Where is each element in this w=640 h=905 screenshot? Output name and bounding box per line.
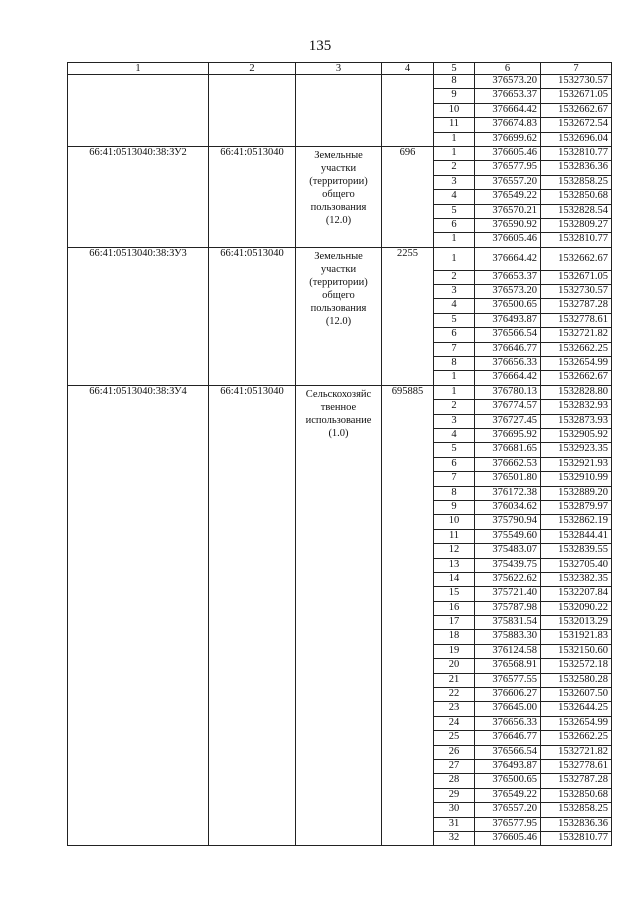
- x-coordinate: 376605.46: [475, 831, 541, 845]
- y-coordinate: 1532839.55: [541, 544, 612, 558]
- point-number: 10: [434, 515, 475, 529]
- y-coordinate: 1532879.97: [541, 500, 612, 514]
- x-coordinate: 376570.21: [475, 204, 541, 218]
- y-coordinate: 1532090.22: [541, 601, 612, 615]
- x-coordinate: 376557.20: [475, 175, 541, 189]
- x-coordinate: 376557.20: [475, 803, 541, 817]
- column-header: 7: [541, 63, 612, 75]
- x-coordinate: 375483.07: [475, 544, 541, 558]
- point-number: 11: [434, 529, 475, 543]
- point-number: 7: [434, 342, 475, 356]
- point-number: 6: [434, 218, 475, 232]
- point-number: 9: [434, 89, 475, 103]
- x-coordinate: 376727.45: [475, 414, 541, 428]
- y-coordinate: 1532873.93: [541, 414, 612, 428]
- point-number: 2: [434, 270, 475, 284]
- cadastral-quarter: 66:41:0513040: [209, 247, 296, 385]
- x-coordinate: 376501.80: [475, 472, 541, 486]
- x-coordinate: 376774.57: [475, 400, 541, 414]
- y-coordinate: 1532730.57: [541, 285, 612, 299]
- x-coordinate: 375549.60: [475, 529, 541, 543]
- x-coordinate: 376034.62: [475, 500, 541, 514]
- permitted-use-line: использование: [305, 414, 372, 426]
- table-row: [68, 385, 612, 399]
- area: 2255: [382, 247, 434, 385]
- point-number: 32: [434, 831, 475, 845]
- y-coordinate: 1532644.25: [541, 702, 612, 716]
- y-coordinate: 1532696.04: [541, 132, 612, 146]
- point-number: 10: [434, 103, 475, 117]
- y-coordinate: 1532832.93: [541, 400, 612, 414]
- y-coordinate: 1532923.35: [541, 443, 612, 457]
- column-header: 6: [475, 63, 541, 75]
- x-coordinate: 376780.13: [475, 385, 541, 399]
- x-coordinate: 376500.65: [475, 299, 541, 313]
- point-number: 24: [434, 716, 475, 730]
- x-coordinate: 376681.65: [475, 443, 541, 457]
- page-number: 135: [308, 38, 332, 54]
- x-coordinate: 376577.55: [475, 673, 541, 687]
- point-number: 12: [434, 544, 475, 558]
- y-coordinate: 1532787.28: [541, 774, 612, 788]
- y-coordinate: 1532921.93: [541, 457, 612, 471]
- x-coordinate: 376549.22: [475, 190, 541, 204]
- point-number: 5: [434, 443, 475, 457]
- y-coordinate: 1532858.25: [541, 175, 612, 189]
- y-coordinate: 1532150.60: [541, 644, 612, 658]
- point-number: 2: [434, 400, 475, 414]
- column-header: 1: [68, 63, 209, 75]
- permitted-use-line: твенное: [320, 401, 357, 413]
- x-coordinate: 375622.62: [475, 572, 541, 586]
- point-number: 3: [434, 285, 475, 299]
- permitted-use: [296, 385, 382, 846]
- point-number: 9: [434, 500, 475, 514]
- x-coordinate: 376645.00: [475, 702, 541, 716]
- y-coordinate: 1532662.67: [541, 371, 612, 385]
- point-number: 1: [434, 371, 475, 385]
- point-number: 26: [434, 745, 475, 759]
- x-coordinate: 375790.94: [475, 515, 541, 529]
- point-number: 1: [434, 247, 475, 270]
- blank-cell: [68, 75, 209, 147]
- x-coordinate: 375787.98: [475, 601, 541, 615]
- point-number: 19: [434, 644, 475, 658]
- blank-cell: [296, 75, 382, 147]
- point-number: 8: [434, 486, 475, 500]
- x-coordinate: 376573.20: [475, 285, 541, 299]
- y-coordinate: 1532654.99: [541, 716, 612, 730]
- y-coordinate: 1532705.40: [541, 558, 612, 572]
- y-coordinate: 1532778.61: [541, 759, 612, 773]
- point-number: 28: [434, 774, 475, 788]
- x-coordinate: 376566.54: [475, 328, 541, 342]
- point-number: 16: [434, 601, 475, 615]
- point-number: 1: [434, 146, 475, 160]
- point-number: 6: [434, 328, 475, 342]
- x-coordinate: 376549.22: [475, 788, 541, 802]
- y-coordinate: 1532572.18: [541, 659, 612, 673]
- table-row: [68, 247, 612, 270]
- point-number: 4: [434, 428, 475, 442]
- x-coordinate: 375831.54: [475, 616, 541, 630]
- y-coordinate: 1532809.27: [541, 218, 612, 232]
- x-coordinate: 376590.92: [475, 218, 541, 232]
- blank-cell: [209, 75, 296, 147]
- point-number: 3: [434, 414, 475, 428]
- y-coordinate: 1532858.25: [541, 803, 612, 817]
- area: 695885: [382, 385, 434, 846]
- point-number: 25: [434, 731, 475, 745]
- y-coordinate: 1532672.54: [541, 118, 612, 132]
- x-coordinate: 375883.30: [475, 630, 541, 644]
- x-coordinate: 376664.42: [475, 371, 541, 385]
- x-coordinate: 376605.46: [475, 146, 541, 160]
- x-coordinate: 376577.95: [475, 161, 541, 175]
- y-coordinate: 1532721.82: [541, 745, 612, 759]
- y-coordinate: 1532910.99: [541, 472, 612, 486]
- x-coordinate: 376664.42: [475, 247, 541, 270]
- x-coordinate: 376699.62: [475, 132, 541, 146]
- y-coordinate: 1532828.54: [541, 204, 612, 218]
- column-header: 2: [209, 63, 296, 75]
- x-coordinate: 376695.92: [475, 428, 541, 442]
- x-coordinate: 376646.77: [475, 342, 541, 356]
- y-coordinate: 1532662.25: [541, 342, 612, 356]
- x-coordinate: 376646.77: [475, 731, 541, 745]
- y-coordinate: 1532862.19: [541, 515, 612, 529]
- point-number: 1: [434, 132, 475, 146]
- point-number: 5: [434, 204, 475, 218]
- point-number: 6: [434, 457, 475, 471]
- coordinates-table: [67, 62, 612, 846]
- x-coordinate: 376653.37: [475, 270, 541, 284]
- point-number: 23: [434, 702, 475, 716]
- point-number: 7: [434, 472, 475, 486]
- y-coordinate: 1532662.25: [541, 731, 612, 745]
- x-coordinate: 376606.27: [475, 688, 541, 702]
- y-coordinate: 1532671.05: [541, 89, 612, 103]
- y-coordinate: 1532580.28: [541, 673, 612, 687]
- x-coordinate: 376172.38: [475, 486, 541, 500]
- x-coordinate: 376656.33: [475, 357, 541, 371]
- cadastral-quarter: 66:41:0513040: [209, 146, 296, 247]
- y-coordinate: 1532836.36: [541, 817, 612, 831]
- point-number: 8: [434, 75, 475, 89]
- x-coordinate: 376493.87: [475, 313, 541, 327]
- permitted-use-line: Сельскохозяйс: [305, 388, 372, 400]
- y-coordinate: 1532382.35: [541, 572, 612, 586]
- parcel-id: 66:41:0513040:38:ЗУ2: [68, 146, 209, 247]
- x-coordinate: 376573.20: [475, 75, 541, 89]
- point-number: 1: [434, 233, 475, 247]
- table-row: [68, 75, 612, 89]
- x-coordinate: 376577.95: [475, 817, 541, 831]
- y-coordinate: 1532721.82: [541, 328, 612, 342]
- x-coordinate: 376674.83: [475, 118, 541, 132]
- y-coordinate: 1532905.92: [541, 428, 612, 442]
- point-number: 2: [434, 161, 475, 175]
- point-number: 14: [434, 572, 475, 586]
- x-coordinate: 376653.37: [475, 89, 541, 103]
- table-row: [68, 146, 612, 160]
- blank-cell: [382, 75, 434, 147]
- y-coordinate: 1532810.77: [541, 233, 612, 247]
- point-number: 18: [434, 630, 475, 644]
- point-number: 4: [434, 190, 475, 204]
- point-number: 27: [434, 759, 475, 773]
- y-coordinate: 1532810.77: [541, 146, 612, 160]
- y-coordinate: 1532207.84: [541, 587, 612, 601]
- y-coordinate: 1532607.50: [541, 688, 612, 702]
- point-number: 15: [434, 587, 475, 601]
- x-coordinate: 376124.58: [475, 644, 541, 658]
- y-coordinate: 1532671.05: [541, 270, 612, 284]
- parcel-id: 66:41:0513040:38:ЗУ3: [68, 247, 209, 385]
- y-coordinate: 1532730.57: [541, 75, 612, 89]
- point-number: 31: [434, 817, 475, 831]
- y-coordinate: 1532778.61: [541, 313, 612, 327]
- y-coordinate: 1531921.83: [541, 630, 612, 644]
- x-coordinate: 375721.40: [475, 587, 541, 601]
- y-coordinate: 1532844.41: [541, 529, 612, 543]
- header-row: [68, 63, 612, 75]
- permitted-use-line: (1.0): [328, 427, 349, 439]
- point-number: 1: [434, 385, 475, 399]
- point-number: 21: [434, 673, 475, 687]
- x-coordinate: 376605.46: [475, 233, 541, 247]
- y-coordinate: 1532662.67: [541, 103, 612, 117]
- x-coordinate: 375439.75: [475, 558, 541, 572]
- y-coordinate: 1532013.29: [541, 616, 612, 630]
- y-coordinate: 1532828.80: [541, 385, 612, 399]
- point-number: 4: [434, 299, 475, 313]
- y-coordinate: 1532662.67: [541, 247, 612, 270]
- column-header: 5: [434, 63, 475, 75]
- point-number: 8: [434, 357, 475, 371]
- y-coordinate: 1532810.77: [541, 831, 612, 845]
- y-coordinate: 1532836.36: [541, 161, 612, 175]
- point-number: 20: [434, 659, 475, 673]
- x-coordinate: 376500.65: [475, 774, 541, 788]
- x-coordinate: 376493.87: [475, 759, 541, 773]
- y-coordinate: 1532850.68: [541, 788, 612, 802]
- point-number: 17: [434, 616, 475, 630]
- x-coordinate: 376664.42: [475, 103, 541, 117]
- column-header: 4: [382, 63, 434, 75]
- area: 696: [382, 146, 434, 247]
- point-number: 13: [434, 558, 475, 572]
- point-number: 11: [434, 118, 475, 132]
- y-coordinate: 1532787.28: [541, 299, 612, 313]
- y-coordinate: 1532850.68: [541, 190, 612, 204]
- cadastral-quarter: 66:41:0513040: [209, 385, 296, 846]
- column-header: 3: [296, 63, 382, 75]
- x-coordinate: 376662.53: [475, 457, 541, 471]
- x-coordinate: 376656.33: [475, 716, 541, 730]
- y-coordinate: 1532654.99: [541, 357, 612, 371]
- point-number: 30: [434, 803, 475, 817]
- x-coordinate: 376568.91: [475, 659, 541, 673]
- y-coordinate: 1532889.20: [541, 486, 612, 500]
- parcel-id: 66:41:0513040:38:ЗУ4: [68, 385, 209, 846]
- point-number: 29: [434, 788, 475, 802]
- point-number: 5: [434, 313, 475, 327]
- x-coordinate: 376566.54: [475, 745, 541, 759]
- permitted-use: Земельные участки (территории) общего пользования (12.0): [296, 247, 382, 385]
- point-number: 22: [434, 688, 475, 702]
- point-number: 3: [434, 175, 475, 189]
- permitted-use: Земельные участки (территории) общего пользования (12.0): [296, 146, 382, 247]
